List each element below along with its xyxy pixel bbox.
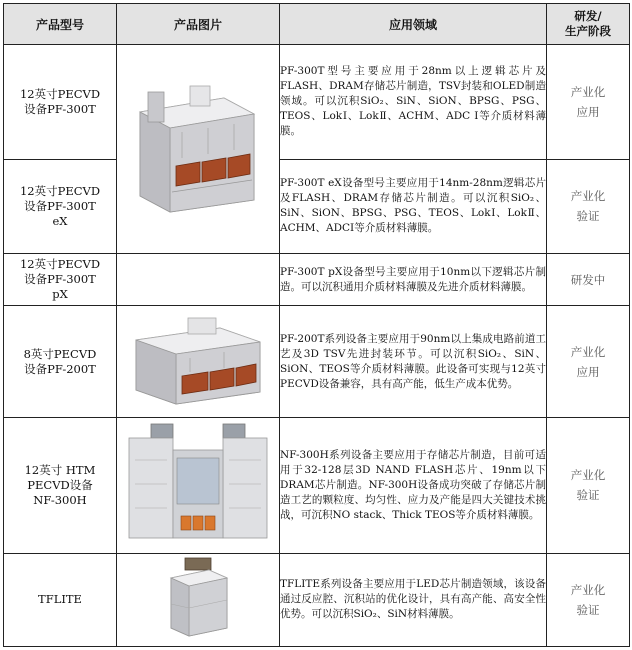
stage-line: 验证 [576, 488, 600, 503]
product-table [3, 3, 630, 647]
table-row [4, 159, 630, 253]
stage-line: 产业化 [570, 84, 606, 99]
model-line: NF-300H [33, 492, 87, 507]
model-cell [4, 45, 117, 160]
table-row [4, 306, 630, 417]
application-cell: NF-300H系列设备主要应用于存储芯片制造，目前可适用于32-128层3D NAND FLASH芯片、19nm以下DRAM芯片制造。NF-300H设备成功突破了存储芯片制造工艺的颗粒度、均匀性、应力及产能是四大关键技术挑战，可沉积NO stack、Thick TEOS等介质材料薄膜。 [280, 417, 547, 553]
table-row [4, 417, 630, 553]
application-cell: PF-300T pX设备型号主要应用于10nm以下逻辑芯片制造。可以沉积通用介质材料薄膜及先进介质材料薄膜。 [280, 253, 547, 306]
model-cell [4, 553, 117, 646]
model-line: pX [52, 287, 68, 302]
stage-line: 产业化 [570, 189, 606, 204]
stage-cell [547, 553, 630, 646]
stage-cell [547, 45, 630, 160]
product-image-cell [117, 45, 280, 254]
model-cell [4, 159, 117, 253]
stage-cell [547, 417, 630, 553]
model-line: PECVD设备 [27, 477, 93, 492]
product-image-cell [117, 417, 280, 553]
product-image-cell [117, 253, 280, 306]
header-stage-line2: 生产阶段 [565, 24, 611, 38]
model-line: 8英寸PECVD [23, 346, 97, 361]
stage-cell [547, 159, 630, 253]
model-line: 设备PF-200T [24, 361, 96, 376]
model-cell [4, 417, 117, 553]
tflite-machine-image [163, 556, 233, 640]
table-header-row [4, 4, 630, 45]
model-line: 12英寸PECVD [19, 183, 101, 198]
nf300h-machine-image [123, 420, 273, 546]
header-application: 应用领域 [280, 4, 547, 45]
stage-line: 应用 [576, 104, 600, 119]
stage-line: 产业化 [570, 344, 606, 359]
model-line: 12英寸 HTM [24, 462, 96, 477]
header-image: 产品图片 [117, 4, 280, 45]
stage-line: 产业化 [570, 582, 606, 597]
stage-cell [547, 306, 630, 417]
stage-line: 验证 [576, 209, 600, 224]
stage-line: 验证 [576, 602, 600, 617]
model-line: TFLITE [38, 592, 82, 607]
product-image-cell [117, 553, 280, 646]
stage-cell [547, 253, 630, 306]
application-cell: PF-300T eX设备型号主要应用于14nm-28nm逻辑芯片及FLASH、DRAM存储芯片制造。可以沉积SiO₂、SiN、SiON、BPSG、PSG、TEOS、LokⅠ、LokⅡ、ACHM、ADCⅠ等介质材料薄膜。 [280, 159, 547, 253]
model-line: 设备PF-300T [24, 198, 96, 213]
table-row [4, 553, 630, 646]
pf200t-machine-image [128, 312, 268, 408]
table-row [4, 253, 630, 306]
model-line: 12英寸PECVD [19, 257, 101, 272]
model-line: 设备PF-300T [24, 101, 96, 116]
application-cell: TFLITE系列设备主要应用于LED芯片制造领域，该设备通过反应腔、沉积站的优化设计，具有高产能、高安全性优势。可以沉积SiO₂、SiN材料薄膜。 [280, 553, 547, 646]
stage-line: 应用 [576, 364, 600, 379]
pf300t-machine-image [128, 72, 268, 222]
model-cell [4, 306, 117, 417]
model-line: eX [52, 213, 68, 228]
table-row [4, 45, 630, 160]
header-stage [547, 4, 630, 45]
stage-line: 产业化 [570, 468, 606, 483]
application-cell: PF-300T型号主要应用于28nm以上逻辑芯片及FLASH、DRAM存储芯片制造，TSV封装和OLED制造领域。可以沉积SiO₂、SiN、SiON、BPSG、PSG、TEOS、LokⅠ、LokⅡ、ACHM、ADC Ⅰ等介质材料薄膜。 [280, 45, 547, 160]
model-cell [4, 253, 117, 306]
header-stage-line1: 研发/ [574, 9, 602, 23]
header-model: 产品型号 [4, 4, 117, 45]
product-image-cell [117, 306, 280, 417]
model-line: 设备PF-300T [24, 272, 96, 287]
stage-line: 研发中 [570, 272, 606, 287]
model-line: 12英寸PECVD [19, 86, 101, 101]
application-cell: PF-200T系列设备主要应用于90nm以上集成电路前道工艺及3D TSV先进封装环节。可以沉积SiO₂、SiN、SiON、TEOS等介质材料薄膜。此设备可实现与12英寸PECVD设备兼容，具有高产能，低生产成本优势。 [280, 306, 547, 417]
